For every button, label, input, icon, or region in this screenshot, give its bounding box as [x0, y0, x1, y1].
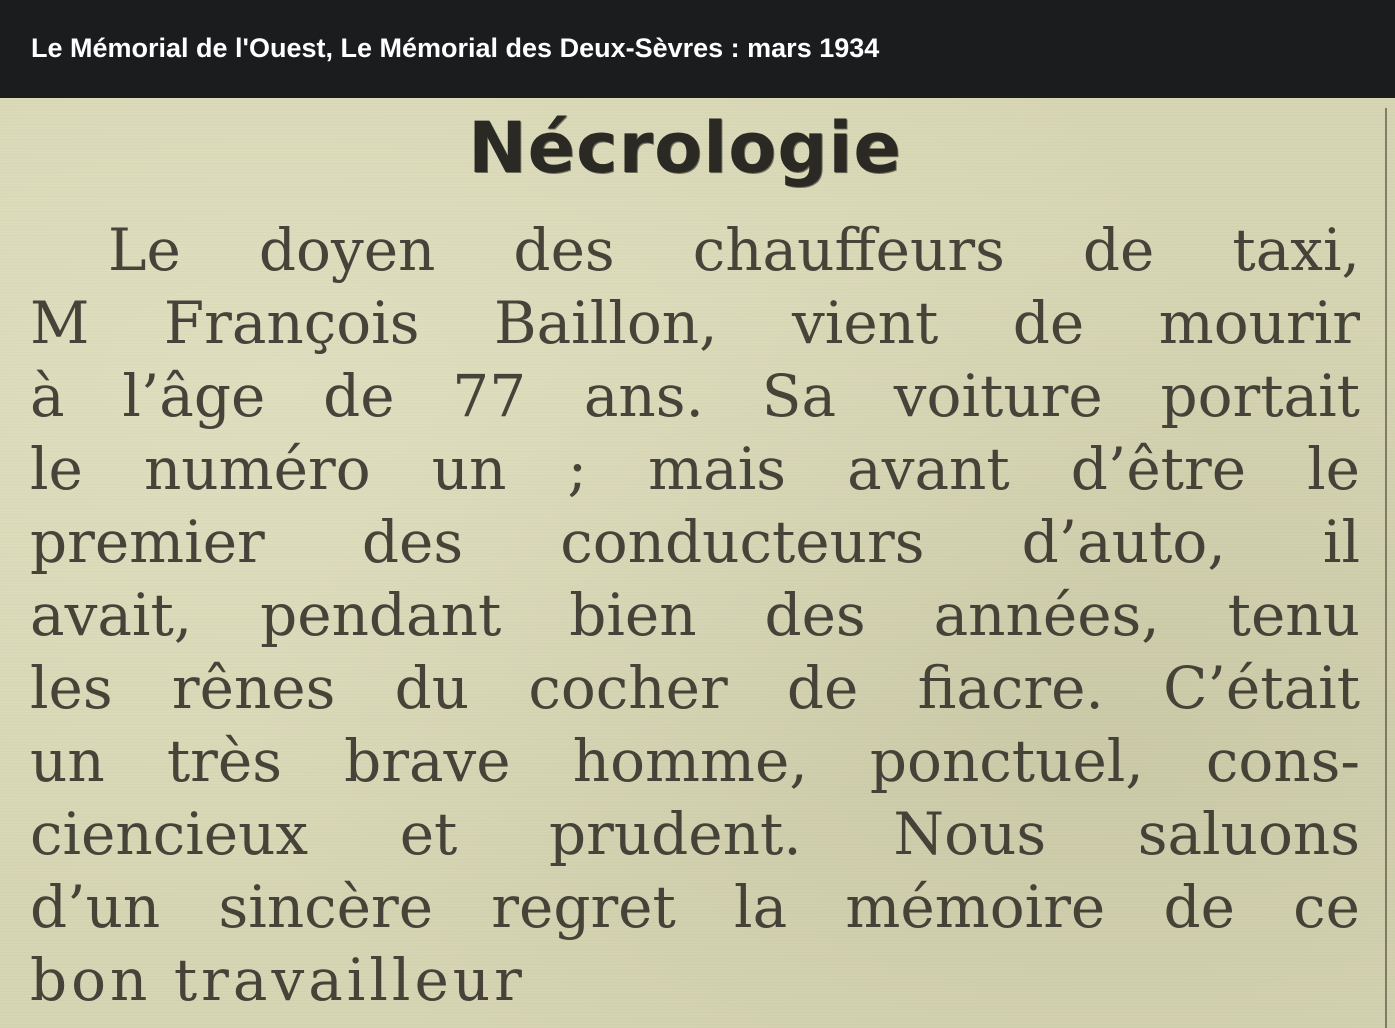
- article-line: avait, pendant bien des années, tenu: [30, 581, 1360, 649]
- document-title: Le Mémorial de l'Ouest, Le Mémorial des Deux-Sèvres : mars 1934: [31, 33, 880, 63]
- article-line: M François Baillon, vient de mourir: [30, 289, 1360, 357]
- article-line: ciencieux et prudent. Nous saluons: [30, 800, 1360, 868]
- title-bar: [0, 0, 1395, 98]
- newspaper-clipping: [0, 98, 1395, 1028]
- column-divider: [1385, 108, 1387, 1028]
- article-line: d’un sincère regret la mémoire de ce: [30, 873, 1360, 941]
- article-line: bon travailleur: [30, 946, 526, 1014]
- article-line: à l’âge de 77 ans. Sa voiture portait: [30, 362, 1360, 430]
- article-headline: Nécrologie: [468, 107, 902, 189]
- article-line: le numéro un ; mais avant d’être le: [30, 435, 1360, 503]
- article-line: Le doyen des chauffeurs de taxi,: [108, 216, 1360, 284]
- article-line: les rênes du cocher de fiacre. C’était: [30, 654, 1360, 722]
- article-line: un très brave homme, ponctuel, cons-: [30, 727, 1360, 795]
- article-line: premier des conducteurs d’auto, il: [30, 508, 1360, 576]
